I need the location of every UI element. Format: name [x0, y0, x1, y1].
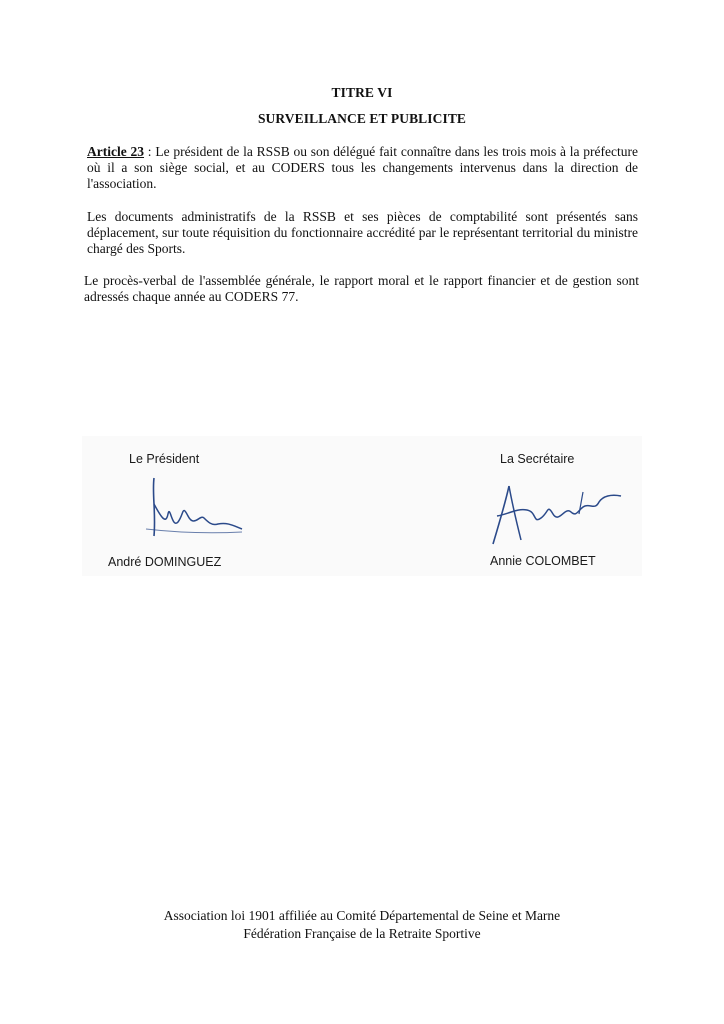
- footer-line-2: Fédération Française de la Retraite Sportive: [243, 926, 481, 941]
- secretary-role: La Secrétaire: [500, 452, 575, 466]
- article-label: Article 23: [87, 144, 145, 159]
- signature-block: [82, 436, 642, 576]
- article-text: : Le président de la RSSB ou son délégué fait connaître dans les trois mois à la préfecture où il a son siège social, et au CODERS tous les changements intervenus dans la direction de l'association.: [87, 144, 638, 191]
- president-role: Le Président: [129, 452, 200, 466]
- president-name: André DOMINGUEZ: [108, 555, 222, 569]
- documents-paragraph: Les documents administratifs de la RSSB et ses pièces de comptabilité sont présentés sans déplacement, sur toute réquisition du fonctionnaire accrédité par le représentant territorial du ministre chargé des Sports.: [87, 209, 638, 256]
- title-heading: TITRE VI: [331, 85, 393, 100]
- footer-line-1: Association loi 1901 affiliée au Comité Départemental de Seine et Marne: [163, 908, 561, 923]
- secretary-signature: [487, 480, 627, 550]
- proces-verbal-paragraph: Le procès-verbal de l'assemblée générale, le rapport moral et le rapport financier et de gestion sont adressés chaque année au CODERS 77.: [84, 273, 639, 304]
- subtitle-heading: SURVEILLANCE ET PUBLICITE: [257, 111, 467, 126]
- secretary-name: Annie COLOMBET: [490, 554, 596, 568]
- president-signature: [142, 474, 252, 544]
- article-23-paragraph: [87, 144, 638, 192]
